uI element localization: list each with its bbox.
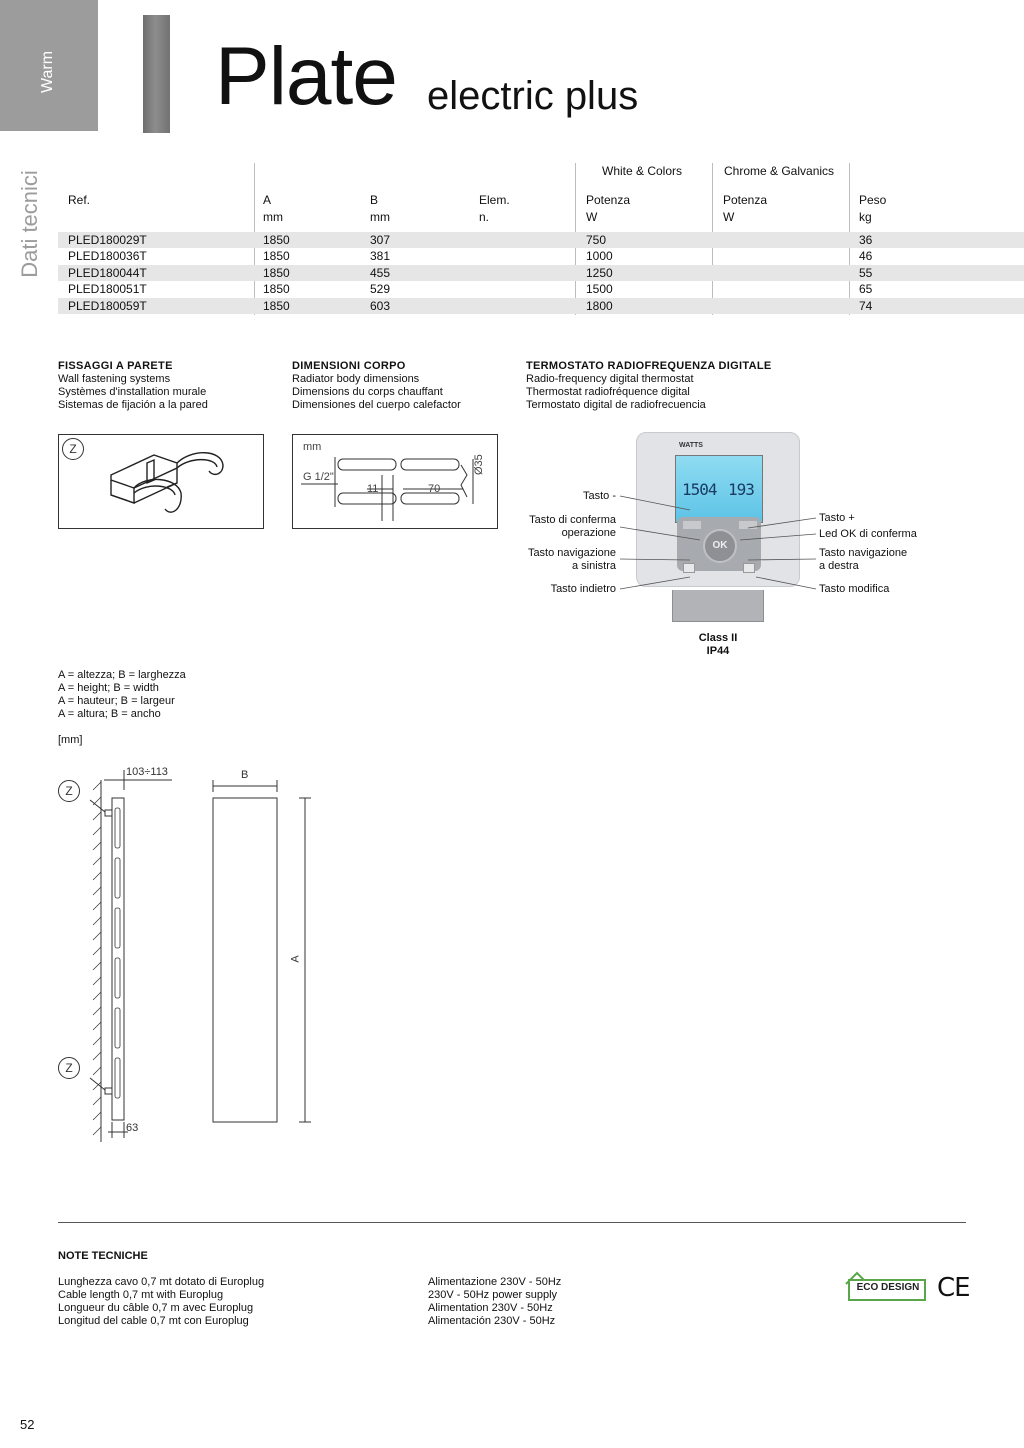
legend-line: A = altezza; B = larghezza [58, 669, 186, 681]
radiator-drawings [50, 760, 380, 1150]
cell-b: 381 [370, 249, 391, 264]
page-title: Plate [215, 31, 397, 122]
cell-a: 1850 [263, 249, 290, 264]
plus-button[interactable] [739, 521, 757, 529]
label-tasto-minus: Tasto - [582, 490, 616, 502]
cell-peso: 55 [859, 265, 873, 280]
notes-column-2 [428, 1276, 561, 1328]
z-marker: Z [58, 780, 80, 802]
note-line: Alimentazione 230V - 50Hz [428, 1276, 562, 1288]
cell-b: 529 [370, 282, 391, 297]
cell-a: 1850 [263, 282, 290, 297]
ok-button[interactable]: OK [703, 529, 737, 563]
label-nav-sinistra: Tasto navigazione [527, 547, 616, 559]
notes-heading: NOTE TECNICHE [58, 1250, 148, 1262]
display-value-left: 1504 [682, 480, 717, 499]
ip-label: IP44 [706, 645, 730, 657]
table-row [58, 232, 1024, 248]
legend-line: A = hauteur; B = largeur [58, 695, 175, 707]
cell-peso: 74 [859, 298, 873, 313]
section-line: Dimensiones del cuerpo calefactor [292, 399, 461, 411]
cell-potenza-white: 1000 [586, 249, 613, 264]
section-heading: DIMENSIONI CORPO [292, 360, 406, 372]
cell-peso: 65 [859, 282, 873, 297]
section-line: Systèmes d'installation murale [58, 386, 207, 398]
label-tasto-conferma: Tasto di conferma [529, 514, 616, 526]
fixing-diagram [58, 434, 264, 529]
table-row [58, 265, 1024, 281]
col-unit-b: mm [370, 210, 390, 224]
section-line: Radio-frequency digital thermostat [526, 373, 694, 385]
section-line: Termostato digital de radiofrecuencia [526, 399, 706, 411]
col-header-potenza-white: Potenza [586, 193, 631, 207]
section-line: Dimensions du corps chauffant [292, 386, 443, 398]
cell-b: 307 [370, 233, 391, 247]
cell-b: 455 [370, 265, 391, 280]
section-termostato [526, 360, 771, 412]
cell-ref: PLED180059T [68, 298, 147, 313]
dim-63-label: 63 [126, 1122, 139, 1134]
note-line: Alimentation 230V - 50Hz [428, 1302, 553, 1314]
col-header-peso: Peso [859, 193, 887, 207]
table-row [58, 248, 1024, 264]
cell-ref: PLED180029T [68, 233, 147, 247]
cell-peso: 46 [859, 249, 873, 264]
thermostat-display [675, 455, 763, 523]
dim-70-label: 70 [428, 483, 441, 495]
group-header-white: White & Colors [602, 164, 683, 178]
cell-a: 1850 [263, 265, 290, 280]
page-subtitle: electric plus [427, 74, 639, 118]
cell-ref: PLED180044T [68, 265, 147, 280]
note-line: Longitud del cable 0,7 mt con Europlug [58, 1315, 249, 1327]
section-line: Thermostat radiofréquence digital [526, 386, 690, 398]
section-heading: TERMOSTATO RADIOFREQUENZA DIGITALE [526, 360, 772, 372]
label-nav-destra: Tasto navigazione [819, 547, 908, 559]
label-nav-destra-2: a destra [819, 560, 859, 572]
cell-potenza-white: 1250 [586, 265, 613, 280]
col-header-potenza-chrome: Potenza [723, 193, 768, 207]
note-line: Longueur du câble 0,7 m avec Europlug [58, 1302, 254, 1314]
minus-button[interactable] [683, 521, 701, 529]
col-header-elem: Elem. [479, 193, 510, 207]
col-unit-a: mm [263, 210, 283, 224]
cell-peso: 36 [859, 233, 873, 247]
col-header-b: B [370, 193, 379, 207]
body-dimensions-diagram [292, 434, 498, 529]
label-tasto-modifica: Tasto modifica [819, 583, 890, 595]
category-tab-label: Warm [39, 50, 56, 94]
section-heading: FISSAGGI A PARETE [58, 360, 173, 372]
display-value-right: 193 [728, 480, 754, 499]
label-tasto-indietro: Tasto indietro [550, 583, 616, 595]
dim-b-label: B [241, 769, 249, 781]
col-unit-potenza-chrome: W [723, 210, 735, 224]
page-number: 52 [20, 1417, 35, 1432]
col-unit-elem: n. [479, 210, 490, 224]
cell-potenza-white: 1800 [586, 298, 613, 313]
z-marker: Z [58, 1057, 80, 1079]
dim-35-label: Ø35 [473, 454, 485, 475]
label-tasto-plus: Tasto + [819, 512, 855, 524]
unit-note: [mm] [58, 734, 83, 746]
eco-design-badge: ECO DESIGN [856, 1282, 920, 1293]
section-dimensioni [292, 360, 461, 412]
label-tasto-conferma-2: operazione [561, 527, 616, 539]
cell-a: 1850 [263, 298, 290, 313]
product-color-swatch [143, 15, 170, 133]
thermostat-stand [672, 590, 764, 622]
group-header-chrome: Chrome & Galvanics [724, 164, 835, 178]
cell-potenza-white: 1500 [586, 282, 613, 297]
thread-label: G 1/2" [303, 471, 334, 483]
col-header-a: A [263, 193, 272, 207]
dim-a-label: A [289, 955, 302, 963]
dim-depth-label: 103÷113 [126, 766, 168, 778]
section-divider [58, 1222, 966, 1223]
cell-ref: PLED180051T [68, 282, 147, 297]
label-nav-sinistra-2: a sinistra [571, 560, 616, 572]
col-unit-potenza-white: W [586, 210, 598, 224]
section-line: Wall fastening systems [58, 373, 171, 385]
legend-line: A = altura; B = ancho [58, 708, 161, 720]
modify-button[interactable] [743, 563, 755, 573]
bracket-drawing [59, 435, 263, 528]
cell-ref: PLED180036T [68, 249, 147, 264]
col-unit-peso: kg [859, 210, 872, 224]
cell-b: 603 [370, 298, 391, 313]
section-side-label: Dati tecnici [17, 170, 42, 278]
brand-logo: WATTS [679, 442, 703, 449]
class-label: Class II [698, 632, 738, 644]
table-row [58, 298, 1024, 314]
section-fissaggi [58, 360, 208, 412]
thermostat-device [636, 432, 800, 587]
label-led-ok: Led OK di conferma [819, 528, 917, 540]
note-line: Cable length 0,7 mt with Europlug [58, 1289, 224, 1301]
ce-mark: CE [937, 1273, 970, 1303]
notes-column-1 [58, 1276, 264, 1328]
dimension-legend [58, 669, 186, 721]
legend-line: A = height; B = width [58, 682, 159, 694]
note-line: 230V - 50Hz power supply [428, 1289, 558, 1301]
unit-label: mm [303, 441, 322, 453]
cell-a: 1850 [263, 233, 290, 247]
table-row [58, 281, 1024, 297]
note-line: Alimentación 230V - 50Hz [428, 1315, 556, 1327]
section-line: Sistemas de fijación a la pared [58, 399, 208, 411]
back-button[interactable] [683, 563, 695, 573]
note-line: Lunghezza cavo 0,7 mt dotato di Europlug [58, 1276, 265, 1288]
col-header-ref: Ref. [68, 193, 91, 207]
section-line: Radiator body dimensions [292, 373, 420, 385]
z-marker: Z [62, 438, 84, 460]
dim-11-label: 11 [367, 483, 379, 495]
cell-potenza-white: 750 [586, 233, 607, 247]
